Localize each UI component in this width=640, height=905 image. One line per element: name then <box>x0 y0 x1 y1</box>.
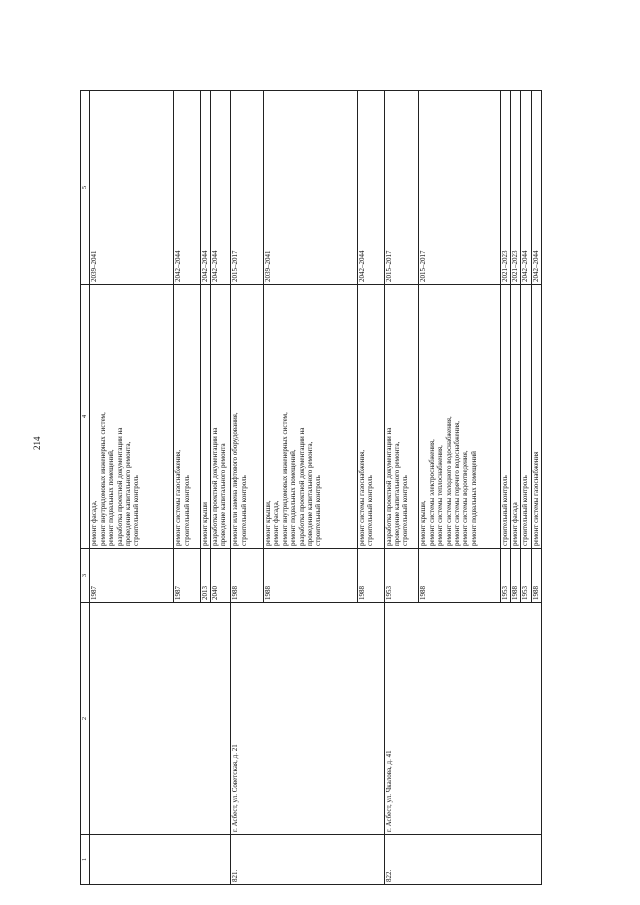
year-cell: 2013 <box>200 549 210 603</box>
work-cell: ремонт фасада, ремонт внутридомовых инженерных систем, ремонт подвальных помещений, разработка проектной документации на проведение капитального ремонта, строительный контроль <box>90 285 174 549</box>
year-cell: 1988 <box>264 549 358 603</box>
year-cell: 1988 <box>231 549 264 603</box>
address-cell: г. Асбест, ул. Чкалова, д. 41 <box>384 603 541 835</box>
period-cell: 2021–2023 <box>501 91 511 285</box>
table-row <box>231 91 264 885</box>
period-cell: 2039–2041 <box>264 91 358 285</box>
work-cell: разработка проектной документации на проведение капитального ремонта <box>210 285 230 549</box>
work-cell: ремонт или замена лифтового оборудования, строительный контроль <box>231 285 264 549</box>
period-cell: 2042–2044 <box>174 91 201 285</box>
header-cell-work: 4 <box>81 285 90 549</box>
period-cell: 2042–2044 <box>521 91 531 285</box>
year-cell: 1953 <box>501 549 511 603</box>
header-cell-num: 1 <box>81 835 90 885</box>
header-cell-period: 5 <box>81 91 90 285</box>
year-cell: 1953 <box>384 549 419 603</box>
table-row <box>384 91 419 885</box>
work-cell: ремонт фасада <box>511 285 521 549</box>
year-cell: 1988 <box>419 549 501 603</box>
address-cell <box>90 603 231 835</box>
repair-schedule-table-wrapper <box>80 91 542 885</box>
header-row <box>81 91 90 885</box>
period-cell: 2042–2044 <box>210 91 230 285</box>
year-cell: 1988 <box>531 549 541 603</box>
repair-schedule-table <box>80 90 542 885</box>
work-cell: разработка проектной документации на проведение капитального ремонта, строительный контроль <box>384 285 419 549</box>
row-number-cell: 821. <box>231 835 384 885</box>
year-cell: 1988 <box>511 549 521 603</box>
work-cell: строительный контроль <box>521 285 531 549</box>
period-cell: 2015–2017 <box>231 91 264 285</box>
period-cell: 2015–2017 <box>419 91 501 285</box>
work-cell: ремонт крыши, ремонт системы электроснабжения, ремонт системы теплоснабжения, ремонт системы холодного водоснабжения, ремонт системы горячего водоснабжения, ремонт системы водоотведения, ремонт подвальных помещений <box>419 285 501 549</box>
period-cell: 2042–2044 <box>200 91 210 285</box>
work-cell: ремонт крыши <box>200 285 210 549</box>
year-cell: 1988 <box>358 549 385 603</box>
row-number-cell <box>90 835 231 885</box>
header-cell-address: 2 <box>81 603 90 835</box>
row-number-cell: 822. <box>384 835 541 885</box>
period-cell: 2042–2044 <box>358 91 385 285</box>
year-cell: 1953 <box>521 549 531 603</box>
period-cell: 2015–2017 <box>384 91 419 285</box>
work-cell: строительный контроль <box>501 285 511 549</box>
table-row <box>90 91 174 885</box>
work-cell: ремонт системы газоснабжения, строительный контроль <box>358 285 385 549</box>
address-cell: г. Асбест, ул. Советская, д. 21 <box>231 603 384 835</box>
year-cell: 1987 <box>174 549 201 603</box>
period-cell: 2021–2023 <box>511 91 521 285</box>
year-cell: 2040 <box>210 549 230 603</box>
work-cell: ремонт крыши, ремонт фасада, ремонт внутридомовых инженерных систем, ремонт подвальных помещений, разработка проектной документации на проведение капитального ремонта, строительный контроль <box>264 285 358 549</box>
page-number: 214 <box>32 436 42 450</box>
header-cell-year: 3 <box>81 549 90 603</box>
work-cell: ремонт системы газоснабжения <box>531 285 541 549</box>
work-cell: ремонт системы газоснабжения, строительный контроль <box>174 285 201 549</box>
year-cell: 1987 <box>90 549 174 603</box>
period-cell: 2042–2044 <box>531 91 541 285</box>
period-cell: 2039–2041 <box>90 91 174 285</box>
